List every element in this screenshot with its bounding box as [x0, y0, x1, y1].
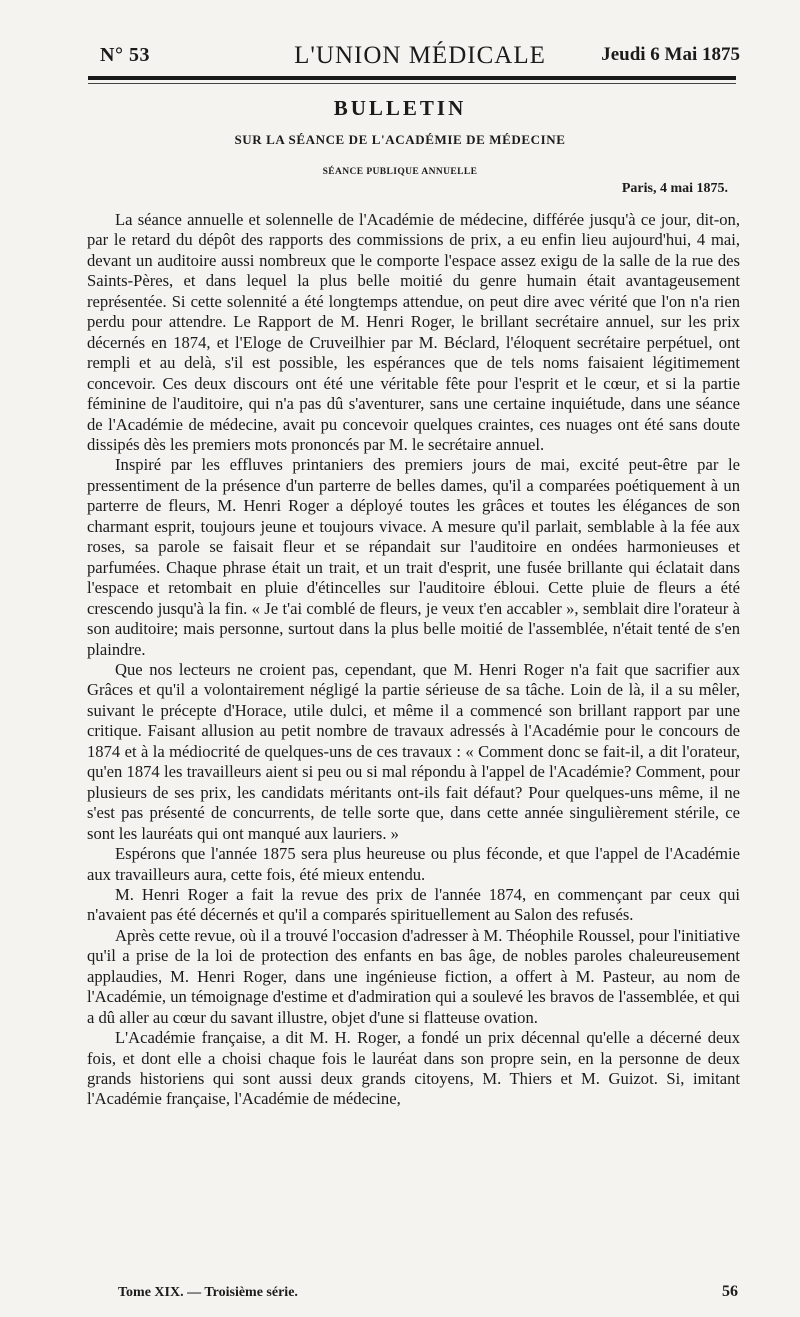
paragraph: Inspiré par les effluves printaniers des premiers jours de mai, excité peut-être par le pressentiment de la présence d'un parterre de belles dames, qu'il a comparées poétiquement à un parterre de fleurs, M. Henri Roger a déployé toutes les grâces et toutes les élégances de son charmant esprit, toujours jeune et toujours vivace. A mesure qu'il parlait, semblable à la fée aux roses, sa parole se faisait fleur et se répandait sur l'auditoire en ondées harmonieuses et parfumées. Chaque phrase était un trait, et un trait d'esprit, une fusée brillante qui éclatait dans l'espace et retombait en pluie d'étincelles sur l'auditoire ébloui. Cette pluie de fleurs a été crescendo jusqu'à la fin. « Je t'ai comblé de fleurs, je veux t'en accabler », semblait dire l'orateur à son auditoire; mais personne, surtout dans la plus belle moitié de l'assemblée, n'était tenté de s'en plaindre. — [87, 455, 740, 659]
paragraph: La séance annuelle et solennelle de l'Académie de médecine, différée jusqu'à ce jour, dit-on, par le retard du dépôt des rapports des commissions de prix, a eu enfin lieu aujourd'hui, 4 mai, devant un auditoire aussi nombreux que le comporte l'espace assez exigu de la salle de la rue des Saints-Pères, et dans lequel la plus belle moitié du genre humain était avantageusement représentée. Si cette solennité a été longtemps attendue, on peut dire avec vérité que l'on n'a rien perdu pour attendre. Le Rapport de M. Henri Roger, le brillant secrétaire annuel, sur les prix décernés en 1874, et l'Eloge de Cruveilhier par M. Béclard, l'éloquent secrétaire perpétuel, ont rempli et au delà, s'il est possible, les espérances que de tels noms faisaient légitimement concevoir. Ces deux discours ont été une véritable fête pour l'esprit et le cœur, et si la partie féminine de l'auditoire, qui n'a pas dû s'aventurer, sans une certaine inquiétude, dans une séance de l'Académie de médecine, avait pu concevoir quelques craintes, ces nuages ont été sans doute dissipés dès les premiers mots prononcés par M. le secrétaire annuel. — [87, 210, 740, 454]
journal-title: L'UNION MÉDICALE — [294, 42, 546, 69]
header-rule-thin — [88, 83, 736, 84]
paragraph: L'Académie française, a dit M. H. Roger, a fondé un prix décennal qu'elle a décerné deux fois, et dont elle a choisi chaque fois le lauréat dans son propre sein, en la personne de deux grands historiens qui sont aussi deux grands citoyens, M. Thiers et M. Guizot. Si, imitant l'Académie française, l'Académie de médecine, — [87, 1028, 740, 1109]
article-body — [87, 210, 740, 1110]
article-subheading: SÉANCE PUBLIQUE ANNUELLE — [322, 167, 478, 177]
volume-info: Tome XIX. — Troisième série. — [118, 1285, 298, 1300]
issue-date: Jeudi 6 Mai 1875 — [601, 44, 740, 65]
issue-number: N° 53 — [100, 44, 150, 66]
dateline: Paris, 4 mai 1875. — [621, 181, 728, 196]
page-header — [100, 38, 740, 74]
article-heading: SUR LA SÉANCE DE L'ACADÉMIE DE MÉDECINE — [234, 132, 566, 147]
paragraph: Après cette revue, où il a trouvé l'occasion d'adresser à M. Théophile Roussel, pour l'initiative qu'il a prise de la loi de protection des enfants en bas âge, de nobles paroles chaleureusement applaudies, M. Henri Roger, dans une ingénieuse fiction, a offert à M. Pasteur, au nom de l'Académie, un témoignage d'estime et d'admiration qui a soulevé les bravos de l'assemblée, et qui a dû aller au cœur du savant illustre, objet d'une si flatteuse ovation. — [87, 925, 740, 1027]
paragraph: M. Henri Roger a fait la revue des prix de l'année 1874, en commençant par ceux qui n'avaient pas été décernés et qu'il a comparés spirituellement au Salon des refusés. — [87, 884, 740, 925]
section-title: BULLETIN — [333, 96, 467, 120]
paragraph: Espérons que l'année 1875 sera plus heureuse ou plus féconde, et que l'appel de l'Académie aux travailleurs aura, cette fois, été mieux entendu. — [87, 844, 740, 884]
header-rule-thick — [88, 76, 736, 80]
page-number: 56 — [722, 1283, 738, 1300]
paragraph: Que nos lecteurs ne croient pas, cependant, que M. Henri Roger n'a fait que sacrifier aux Grâces et qu'il a volontairement négligé la partie sérieuse de sa tâche. Loin de là, il a su mêler, suivant le précepte d'Horace, utile dulci, et même il a commencé son brillant rapport par une critique. Faisant allusion au petit nombre de travaux adressés à l'Académie pour le concours de 1874 et à la médiocrité de quelques-uns de ces travaux : « Comment donc se fait-il, a dit l'orateur, qu'en 1874 les travailleurs aient si peu ou si mal répondu à l'appel de l'Académie? Comment, pour plusieurs de ses prix, les candidats méritants ont-ils fait défaut? Pour quelques-uns même, il ne s'est pas présenté de concurrents, de telle sorte que, dans cette année singulièrement stérile, ce sont les lauréats qui ont manqué aux lauriers. » — [87, 659, 740, 843]
